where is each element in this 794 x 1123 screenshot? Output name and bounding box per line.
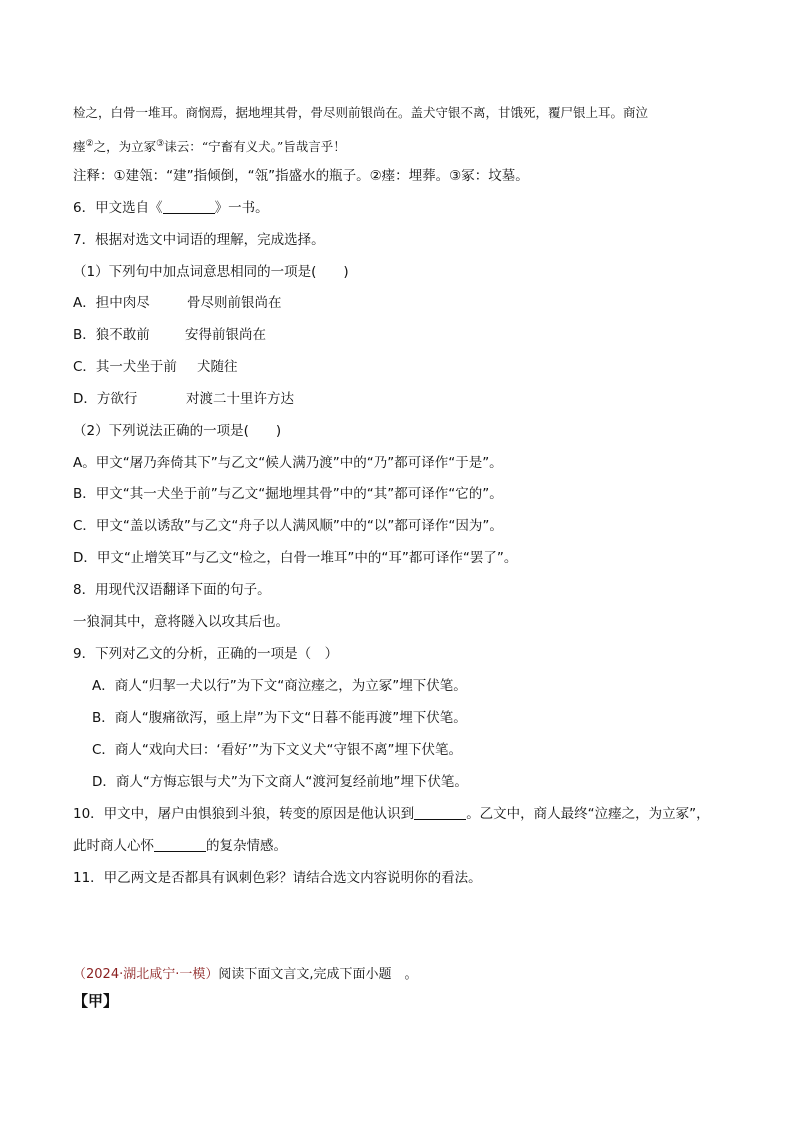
q6-suffix: 》一书。 [214, 200, 269, 216]
option-right: 骨尽则前银尚在 [187, 295, 282, 311]
question-8-stem: 8．用现代汉语翻译下面的句子。 [73, 582, 271, 598]
passage-text: 瘗 [73, 139, 86, 155]
q7-2-option-c[interactable]: C．甲文“盖以诱敌”与乙文“舟子以人满风顺”中的“以”都可译作“因为”。 [73, 518, 503, 534]
q7-1-option-c[interactable] [73, 357, 238, 377]
question-8-sentence: 一狼洞其中，意将隧入以攻其后也。 [73, 614, 289, 630]
passage-text: 之，为立冢 [93, 139, 157, 155]
q10-blank-1[interactable] [414, 805, 466, 820]
q10-text: 。乙文中，商人最终“泣瘗之，为立冢”， [466, 806, 710, 822]
q9-option-a[interactable]: A．商人“归挈一犬以行”为下文“商泣瘗之，为立冢”埋下伏笔。 [92, 678, 467, 694]
question-10-line-2 [73, 836, 287, 856]
q10-text: 10．甲文中，屠户由惧狼到斗狼，转变的原因是他认识到 [73, 806, 415, 822]
question-7-1-stem: （1）下列句中加点词意思相同的一项是( ) [73, 264, 349, 280]
q7-1-option-b[interactable] [73, 325, 266, 345]
section-instruction: 阅读下面文言文,完成下面小题 。 [218, 967, 418, 982]
q7-2-option-b[interactable]: B．甲文“其一犬坐于前”与乙文“掘地埋其骨”中的“其”都可译作“它的”。 [73, 486, 503, 502]
q6-prefix: 6．甲文选自《 [73, 200, 163, 216]
option-left: A．担中肉尽 [73, 295, 150, 311]
q7-1-option-d[interactable] [73, 389, 294, 409]
question-10-line-1 [73, 804, 710, 824]
q9-option-c[interactable]: C．商人“戏向犬曰：‘看好’”为下文义犬“守银不离”埋下伏笔。 [92, 742, 462, 758]
q9-option-b[interactable]: B．商人“腹痛欲泻，亟上岸”为下文“日暮不能再渡”埋下伏笔。 [92, 710, 467, 726]
question-11-stem: 11．甲乙两文是否都具有讽刺色彩？请结合选文内容说明你的看法。 [73, 870, 482, 886]
footnote-marker: ② [85, 139, 94, 149]
q7-2-option-d[interactable]: D．甲文“止增笑耳”与乙文“检之，白骨一堆耳”中的“耳”都可译作“罢了”。 [73, 550, 518, 566]
footnote-marker: ③ [156, 139, 165, 149]
option-right: 对渡二十里许方达 [186, 391, 294, 407]
question-9-stem: 9．下列对乙文的分析，正确的一项是（ ） [73, 646, 339, 662]
option-left: C．其一犬坐于前 [73, 359, 177, 375]
option-left: B．狼不敢前 [73, 327, 150, 343]
passage-text: 诔云：“宁畜有义犬。”旨哉言乎！ [164, 139, 346, 155]
question-6 [73, 198, 269, 218]
passage-line-1: 检之，白骨一堆耳。商悯焉，据地埋其骨，骨尽则前银尚在。盖犬守银不离，甘饿死，覆尸银上耳。商泣 [73, 105, 649, 120]
option-right: 安得前银尚在 [185, 327, 266, 343]
q6-blank[interactable] [163, 199, 215, 214]
option-left: D．方欲行 [73, 391, 138, 407]
source-tag: （2024·湖北咸宁·一模） [73, 967, 219, 982]
annotation-notes: 注释：①建瓴：“建”指倾倒，“瓴”指盛水的瓶子。②瘗：埋葬。③冢：坟墓。 [73, 168, 529, 184]
q10-blank-2[interactable] [154, 837, 206, 852]
section-heading: 【甲】 [73, 992, 119, 1010]
next-section-intro [73, 965, 418, 985]
q10-text: 的复杂情感。 [206, 838, 287, 854]
question-7-2-stem: （2）下列说法正确的一项是( ) [73, 423, 282, 439]
option-right: 犬随往 [197, 359, 238, 375]
question-7-stem: 7．根据对选文中词语的理解，完成选择。 [73, 232, 325, 248]
passage-line-2 [73, 134, 346, 157]
q10-text: 此时商人心怀 [73, 838, 154, 854]
q9-option-d[interactable]: D．商人“方悔忘银与犬”为下文商人“渡河复经前地”埋下伏笔。 [92, 774, 468, 790]
q7-2-option-a[interactable]: A。甲文“屠乃奔倚其下”与乙文“候人满乃渡”中的“乃”都可译作“于是”。 [73, 455, 503, 471]
q7-1-option-a[interactable] [73, 293, 282, 313]
